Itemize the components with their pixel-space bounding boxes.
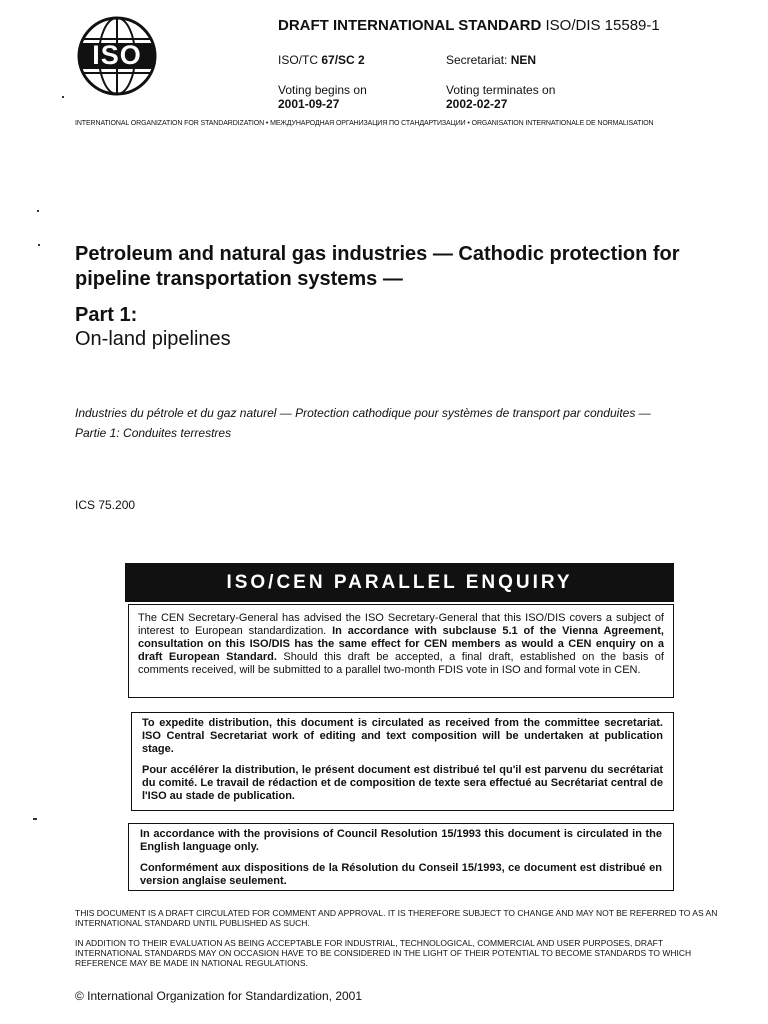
copyright-notice: © International Organization for Standardization, 2001 <box>75 989 363 1003</box>
doc-number: ISO/DIS 15589-1 <box>545 17 660 34</box>
distribution-french: Pour accélérer la distribution, le présent document est distribué tel qu'il est parvenu du secrétariat du comité. Le travail de rédaction et de composition de texte sera effectué au Secrétariat central de l'ISO au stade de publication. <box>142 764 663 802</box>
committee-value: 67/SC 2 <box>321 53 365 67</box>
committee <box>278 53 365 67</box>
draft-disclaimer-note: THIS DOCUMENT IS A DRAFT CIRCULATED FOR COMMENT AND APPROVAL. IT IS THEREFORE SUBJECT TO CHANGE AND MAY NOT BE REFERRED TO AS AN INTERNATIONAL STANDARD UNTIL PUBLISHED AS SUCH. <box>75 908 718 928</box>
parallel-enquiry-banner: ISO/CEN PARALLEL ENQUIRY <box>125 563 674 602</box>
enquiry-text-a: The CEN Secretary-General has advised the ISO Secretary-General that this ISO/DIS covers a subject of interest to European standardization. <box>138 612 664 637</box>
voting-begins-label: Voting begins on <box>278 83 367 97</box>
language-french: Conformément aux dispositions de la Résolution du Conseil 15/1993, ce document est distribué en version anglaise seulement. <box>140 862 662 887</box>
voting-terminates <box>446 83 555 111</box>
french-title <box>75 403 725 443</box>
language-english: In accordance with the provisions of Council Resolution 15/1993 this document is circulated in the English language only. <box>140 828 662 853</box>
voting-terminates-label: Voting terminates on <box>446 83 556 97</box>
doc-type: DRAFT INTERNATIONAL STANDARD <box>278 17 542 34</box>
regulation-note: IN ADDITION TO THEIR EVALUATION AS BEING ACCEPTABLE FOR INDUSTRIAL, TECHNOLOGICAL, COMMERCIAL AND USER PURPOSES, DRAFT INTERNATIONAL STANDARDS MAY ON OCCASION HAVE TO BE CONSIDERED IN THE LIGHT OF THEIR POTENTIAL TO BECOME STANDARDS TO WHICH REFERENCE MAY BE MADE IN NATIONAL REGULATIONS. <box>75 938 692 968</box>
french-title-line2: Partie 1: Conduites terrestres <box>75 426 232 440</box>
secretariat <box>446 53 536 67</box>
secretariat-label: Secretariat: <box>446 53 511 67</box>
distribution-english: To expedite distribution, this document is circulated as received from the committee secretariat. ISO Central Secretariat work of editing and text composition will be undertaken at publication stage. <box>142 717 663 755</box>
part-number: Part 1: <box>75 304 138 326</box>
secretariat-value: NEN <box>510 53 537 67</box>
document-type-title <box>278 17 660 34</box>
voting-begins-date: 2001-09-27 <box>278 97 340 111</box>
voting-terminates-date: 2002-02-27 <box>446 97 508 111</box>
logo-text: ISO <box>92 40 142 70</box>
document-title: Petroleum and natural gas industries — Cathodic protection for pipeline transportation systems — <box>75 243 680 290</box>
organization-names-line: INTERNATIONAL ORGANIZATION FOR STANDARDIZATION • МЕЖДУНАРОДНАЯ ОРГАНИЗАЦИЯ ПО СТАНДАРТИЗАЦИИ • ORGANISATION INTERNATIONALE DE NORMALISATION <box>75 120 654 127</box>
iso-globe-logo-icon <box>76 15 158 97</box>
french-title-line1: Industries du pétrole et du gaz naturel — Protection cathodique pour systèmes de transport par conduites — <box>75 406 651 420</box>
part-subtitle: On-land pipelines <box>75 328 231 350</box>
language-notice-box <box>128 823 674 891</box>
ics-code: ICS 75.200 <box>75 498 136 512</box>
enquiry-text-b: In accordance with subclause 5.1 of the Vienna Agreement, consultation on this ISO/DIS has the same effect for CEN members as would a CEN enquiry on a draft European Standard. <box>138 625 664 663</box>
committee-label: ISO/TC <box>278 53 322 67</box>
voting-begins <box>278 83 367 111</box>
enquiry-notice-box <box>128 604 674 698</box>
enquiry-text-c: Should this draft be accepted, a final draft, established on the basis of comments received, will be submitted to a parallel two-month FDIS vote in ISO and formal vote in CEN. <box>138 651 664 676</box>
enquiry-notice-text <box>138 612 664 677</box>
distribution-notice-box <box>131 712 674 811</box>
